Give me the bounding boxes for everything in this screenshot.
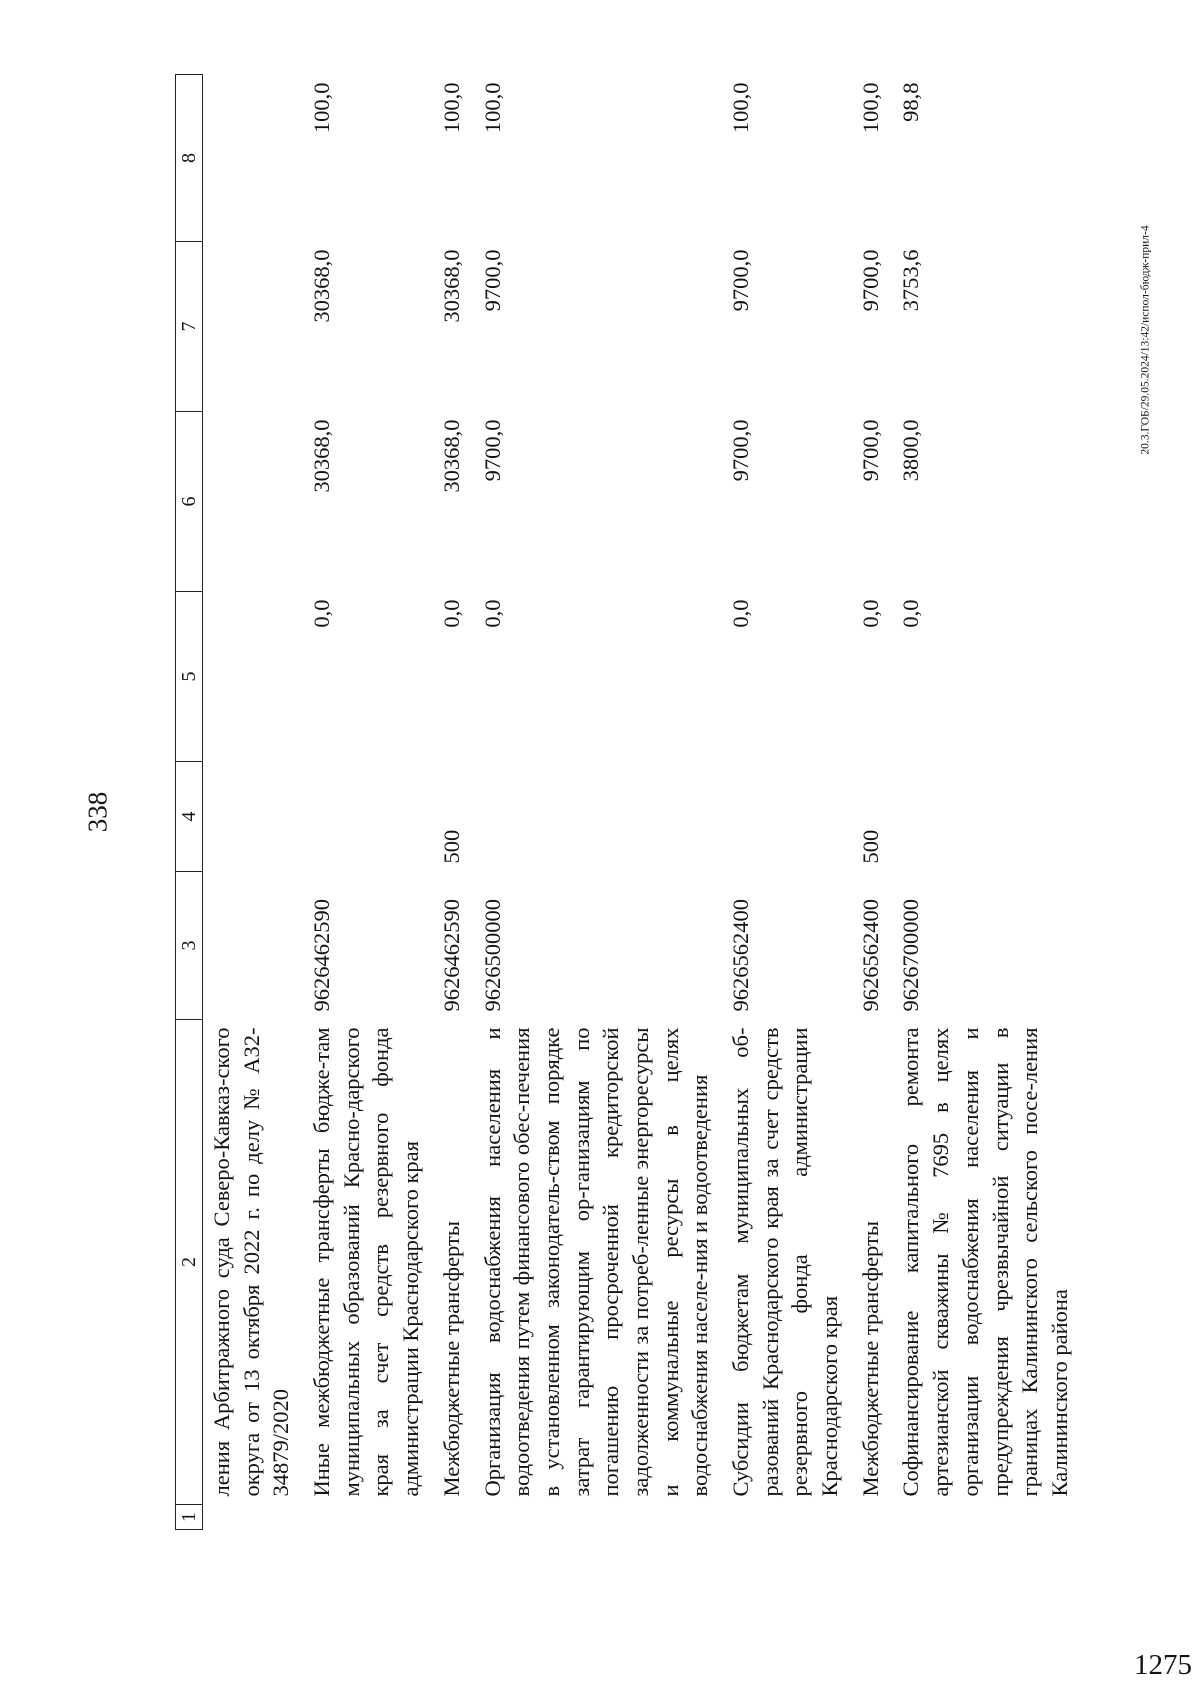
column-header: 2 [176, 1020, 203, 1505]
value-col6-cell: 30368,0 [438, 419, 464, 493]
column-header: 7 [176, 242, 203, 412]
expense-type-cell [474, 762, 723, 872]
value-col5-cell: 0,0 [857, 599, 883, 628]
item-name-cell: Субсидии бюджетам муниципальных об-разований Краснодарского края за счет средств резервного фонда администрации Краснодарского края [728, 1027, 843, 1497]
table-row [433, 75, 474, 1530]
value-col5-cell: 0,0 [728, 599, 753, 628]
target-code-cell: 9626562400 [728, 899, 753, 1012]
column-header: 1 [176, 1505, 203, 1530]
value-col5-cell [203, 592, 304, 762]
value-col7-cell: 9700,0 [857, 249, 883, 312]
value-col6-cell: 9700,0 [857, 419, 883, 482]
target-code-cell: 9626700000 [898, 899, 924, 1012]
target-code-cell [203, 872, 304, 1020]
row-index-cell [892, 1505, 1081, 1530]
value-col5-cell: 0,0 [309, 599, 335, 628]
value-col8-cell: 100,0 [438, 82, 464, 134]
row-index-cell [303, 1505, 433, 1530]
sheet-number: 1275 [1134, 1649, 1192, 1681]
value-col5-cell: 0,0 [898, 599, 924, 628]
value-col7-cell: 9700,0 [728, 249, 753, 312]
expense-type-cell [303, 762, 433, 872]
target-code-cell: 9626462590 [438, 899, 464, 1012]
expense-type-cell [892, 762, 1081, 872]
row-index-cell [722, 1505, 852, 1530]
target-code-cell: 9626562400 [857, 899, 883, 1012]
value-col6-cell: 30368,0 [309, 419, 335, 493]
value-col7-cell [203, 242, 304, 412]
column-header: 6 [176, 412, 203, 592]
column-number-row [176, 75, 203, 1530]
table-row [852, 75, 893, 1530]
item-name-cell: Софинансирование капитального ремонта артезианской скважины № 7695 в целях организации водоснабжения населения и предупреждения чрезвычайной ситуации в границах Калининского сельского посе-ления Калининского района [898, 1027, 1072, 1497]
value-col8-cell: 100,0 [728, 82, 753, 134]
budget-table [175, 74, 1082, 1530]
target-code-cell: 9626500000 [479, 899, 505, 1012]
table-row [892, 75, 1081, 1530]
value-col6-cell [203, 412, 304, 592]
table-row [203, 75, 304, 1530]
value-col6-cell: 3800,0 [898, 419, 924, 482]
value-col8-cell: 98,8 [898, 82, 924, 122]
document-footer-code: 20.3.ГОБ/29.05.2024/13:42/испол-бюдж-прил-4 [1139, 225, 1152, 455]
expense-type-cell [722, 762, 852, 872]
column-header: 4 [176, 762, 203, 872]
row-index-cell [433, 1505, 474, 1530]
value-col6-cell: 9700,0 [479, 419, 505, 482]
target-code-cell: 9626462590 [309, 899, 335, 1012]
page-number: 338 [82, 791, 113, 833]
value-col5-cell: 0,0 [479, 599, 505, 628]
table-row [474, 75, 723, 1530]
row-index-cell [474, 1505, 723, 1530]
expense-type-cell: 500 [438, 829, 464, 864]
expense-type-cell [203, 762, 304, 872]
value-col8-cell: 100,0 [309, 82, 335, 134]
value-col7-cell: 30368,0 [438, 249, 464, 323]
value-col7-cell: 9700,0 [479, 249, 505, 312]
value-col8-cell: 100,0 [479, 82, 505, 134]
row-index-cell [203, 1505, 304, 1530]
budget-table-container [175, 75, 1175, 1530]
item-name-cell: Организация водоснабжения населения и водоотведения путем финансового обес-печения в установленном законодатель-ством порядке затрат гарантирующим ор-ганизациям по погашению просроченной кредиторской задолженности за потреб-ленные энергоресурсы и коммунальные ресурсы в целях водоснабжения населе-ния и водоотведения [479, 1027, 713, 1497]
item-name-cell: Межбюджетные трансферты [438, 1221, 464, 1497]
column-header: 3 [176, 872, 203, 1020]
value-col6-cell: 9700,0 [728, 419, 753, 482]
column-header: 5 [176, 592, 203, 762]
item-name-cell: Межбюджетные трансферты [857, 1221, 883, 1497]
row-index-cell [852, 1505, 893, 1530]
value-col7-cell: 3753,6 [898, 249, 924, 312]
column-header: 8 [176, 75, 203, 242]
item-name-cell: Иные межбюджетные трансферты бюдже-там муниципальных образований Красно-дарского края за счет средств резервного фонда администрации Краснодарского края [309, 1027, 424, 1497]
item-name-cell: ления Арбитражного суда Северо-Кавказ-ского округа от 13 октября 2022 г. по делу № А32-34879/2020 [209, 1027, 294, 1497]
expense-type-cell: 500 [857, 829, 883, 864]
value-col5-cell: 0,0 [438, 599, 464, 628]
value-col8-cell: 100,0 [857, 82, 883, 134]
table-row [303, 75, 433, 1530]
value-col8-cell [203, 75, 304, 242]
value-col7-cell: 30368,0 [309, 249, 335, 323]
table-row [722, 75, 852, 1530]
